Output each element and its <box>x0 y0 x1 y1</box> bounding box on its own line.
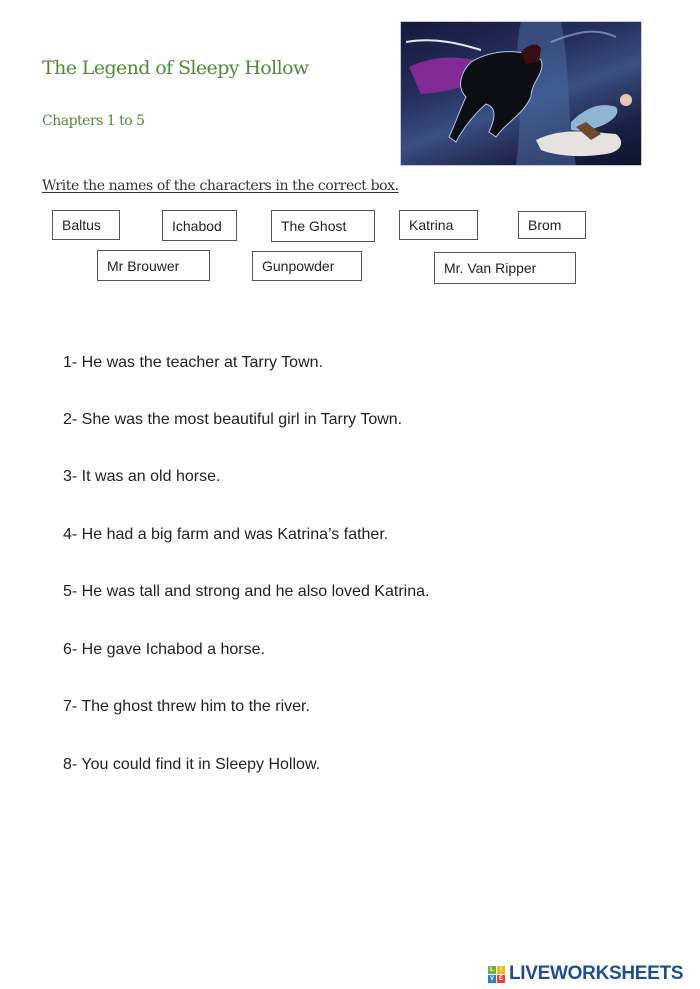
logo-tile-i: I <box>497 966 505 974</box>
question-8: 8- You could find it in Sleepy Hollow. <box>63 756 321 773</box>
question-1: 1- He was the teacher at Tarry Town. <box>63 354 323 371</box>
question-2: 2- She was the most beautiful girl in Tarry Town. <box>63 411 403 428</box>
word-box-baltus[interactable]: Baltus <box>52 210 120 240</box>
word-box-the-ghost[interactable]: The Ghost <box>271 210 375 242</box>
question-3: 3- It was an old horse. <box>63 468 221 485</box>
illustration-headless-horseman <box>400 21 642 166</box>
instruction-text: Write the names of the characters in the correct box. <box>42 178 399 194</box>
word-box-ichabod[interactable]: Ichabod <box>162 210 237 241</box>
word-box-mr-van-ripper[interactable]: Mr. Van Ripper <box>434 252 576 284</box>
live-tiles-icon <box>488 966 505 983</box>
logo-tile-e: E <box>498 975 503 982</box>
horseman-scene-icon <box>401 22 641 165</box>
worksheet-subtitle: Chapters 1 to 5 <box>42 113 145 129</box>
question-5: 5- He was tall and strong and he also loved Katrina. <box>63 583 430 600</box>
word-box-katrina[interactable]: Katrina <box>399 210 478 240</box>
logo-tile-v: V <box>489 975 494 982</box>
question-7: 7- The ghost threw him to the river. <box>63 698 310 715</box>
question-6: 6- He gave Ichabod a horse. <box>63 641 265 658</box>
liveworksheets-logo <box>488 963 683 985</box>
word-box-gunpowder[interactable]: Gunpowder <box>252 251 362 281</box>
word-box-mr-brouwer[interactable]: Mr Brouwer <box>97 250 210 281</box>
word-box-brom[interactable]: Brom <box>518 211 586 239</box>
logo-text: LIVEWORKSHEETS <box>509 963 684 984</box>
logo-tile-l: L <box>488 966 496 974</box>
question-4: 4- He had a big farm and was Katrina’s father. <box>63 526 389 543</box>
worksheet-title: The Legend of Sleepy Hollow <box>42 57 309 79</box>
